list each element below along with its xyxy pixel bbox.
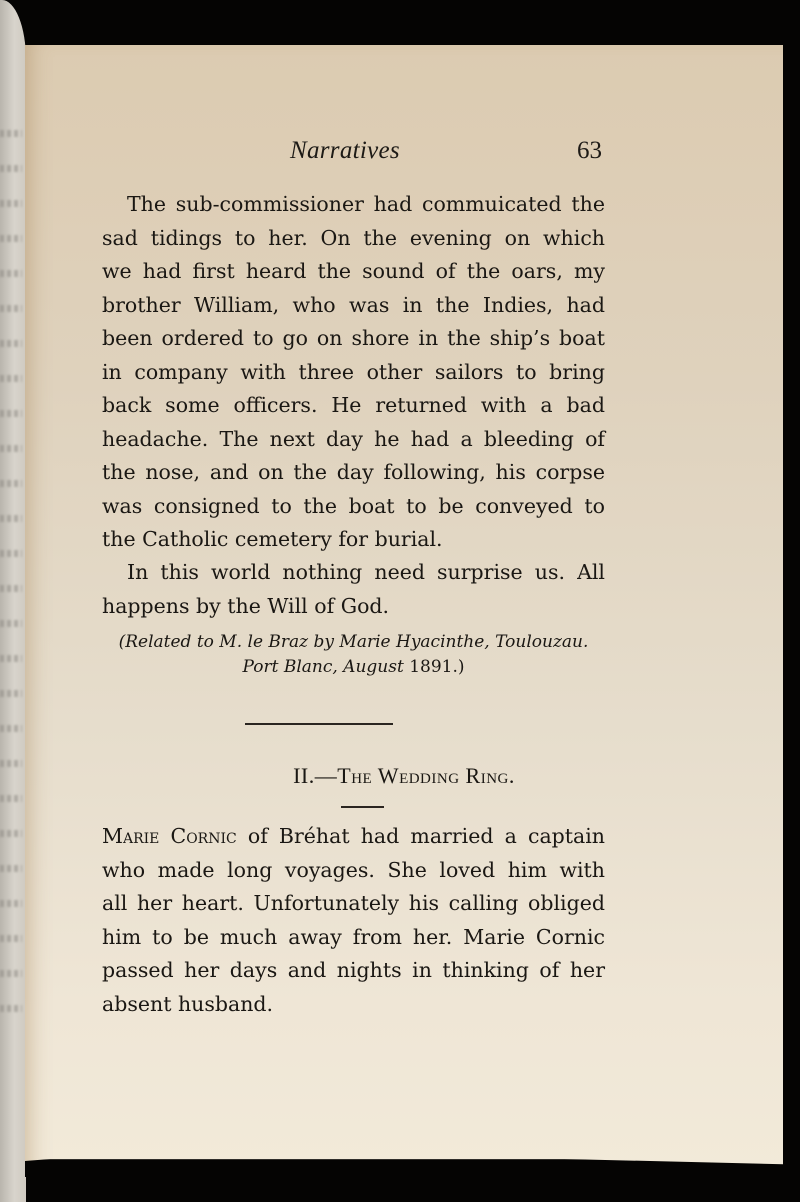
facing-page-text-trace bbox=[0, 760, 22, 767]
facing-page-text-trace bbox=[0, 550, 22, 557]
text-line: the nose, and on the day following, his corpse bbox=[102, 460, 605, 484]
facing-page-text-trace bbox=[0, 725, 22, 732]
text-line-rest: of Bréhat had married a captain bbox=[236, 824, 606, 848]
text-line: the Catholic cemetery for burial. bbox=[102, 527, 443, 551]
book-page bbox=[25, 45, 783, 1175]
facing-page-text-trace bbox=[0, 480, 22, 487]
page-number: 63 bbox=[577, 137, 602, 164]
attribution-place-date: Port Blanc, August bbox=[242, 657, 404, 677]
text-line: all her heart. Unfortunately his calling obliged bbox=[102, 891, 605, 915]
text-line: who made long voyages. She loved him with bbox=[102, 857, 605, 882]
facing-page-text-trace bbox=[0, 200, 22, 207]
text-line: back some officers. He returned with a bad bbox=[102, 393, 605, 417]
attribution-line bbox=[102, 655, 605, 680]
facing-page-text-trace bbox=[0, 410, 22, 417]
section-divider-rule bbox=[245, 723, 393, 725]
facing-page-text-trace bbox=[0, 795, 22, 802]
facing-page-text-trace bbox=[0, 340, 22, 347]
section-numeral: II.— bbox=[293, 763, 338, 788]
text-line: In this world nothing need surprise us. All bbox=[127, 560, 605, 584]
facing-page-text-trace bbox=[0, 970, 22, 977]
facing-page-text-trace bbox=[0, 585, 22, 592]
facing-page-text-trace bbox=[0, 130, 22, 137]
facing-page-text-trace bbox=[0, 900, 22, 907]
facing-page-text-trace bbox=[0, 620, 22, 627]
facing-page-text-trace bbox=[0, 515, 22, 522]
paragraph-funeral-account bbox=[102, 188, 605, 557]
text-line: brother William, who was in the Indies, had bbox=[102, 292, 605, 317]
facing-page-text-trace bbox=[0, 830, 22, 837]
facing-page-text-trace bbox=[0, 235, 22, 242]
facing-page-edge bbox=[0, 0, 26, 1202]
facing-page-text-trace bbox=[0, 270, 22, 277]
text-line: sad tidings to her. On the evening on which bbox=[102, 225, 605, 250]
attribution-year: 1891.) bbox=[403, 657, 465, 677]
text-line: was consigned to the boat to be conveyed to bbox=[102, 493, 605, 518]
facing-page-text-trace bbox=[0, 445, 22, 452]
text-line: happens by the Will of God. bbox=[102, 593, 390, 618]
text-line bbox=[102, 820, 605, 854]
paragraph-wedding-ring bbox=[102, 820, 605, 1021]
attribution-line: (Related to M. le Braz by Marie Hyacinthe, Toulouzau. bbox=[118, 632, 589, 652]
section-title: The Wedding Ring. bbox=[337, 763, 515, 788]
text-line: been ordered to go on shore in the ship’s boat bbox=[102, 326, 605, 350]
running-head bbox=[25, 137, 783, 169]
paragraph-will-of-god bbox=[102, 556, 605, 623]
facing-page-text-trace bbox=[0, 305, 22, 312]
running-head-title: Narratives bbox=[290, 137, 400, 164]
text-line: absent husband. bbox=[102, 991, 274, 1016]
facing-page-text-trace bbox=[0, 865, 22, 872]
facing-page-text-trace bbox=[0, 165, 22, 172]
text-line: in company with three other sailors to bring bbox=[102, 359, 605, 384]
facing-page-text-trace bbox=[0, 690, 22, 697]
facing-page-text-trace bbox=[0, 655, 22, 662]
facing-page-text-trace bbox=[0, 375, 22, 382]
facing-page-text-trace bbox=[0, 935, 22, 942]
text-line: we had first heard the sound of the oars, my bbox=[102, 259, 605, 283]
text-line: headache. The next day he had a bleeding of bbox=[102, 426, 605, 451]
source-attribution bbox=[102, 630, 605, 680]
lead-name-small-caps: Marie Cornic bbox=[102, 824, 237, 848]
section-heading bbox=[25, 763, 783, 789]
heading-underline-rule bbox=[341, 806, 384, 808]
text-line: him to be much away from her. Marie Cornic bbox=[102, 924, 605, 949]
text-line: passed her days and nights in thinking of her bbox=[102, 958, 605, 982]
facing-page-text-trace bbox=[0, 1005, 22, 1012]
text-line: The sub-commissioner had commuicated the bbox=[127, 192, 605, 216]
